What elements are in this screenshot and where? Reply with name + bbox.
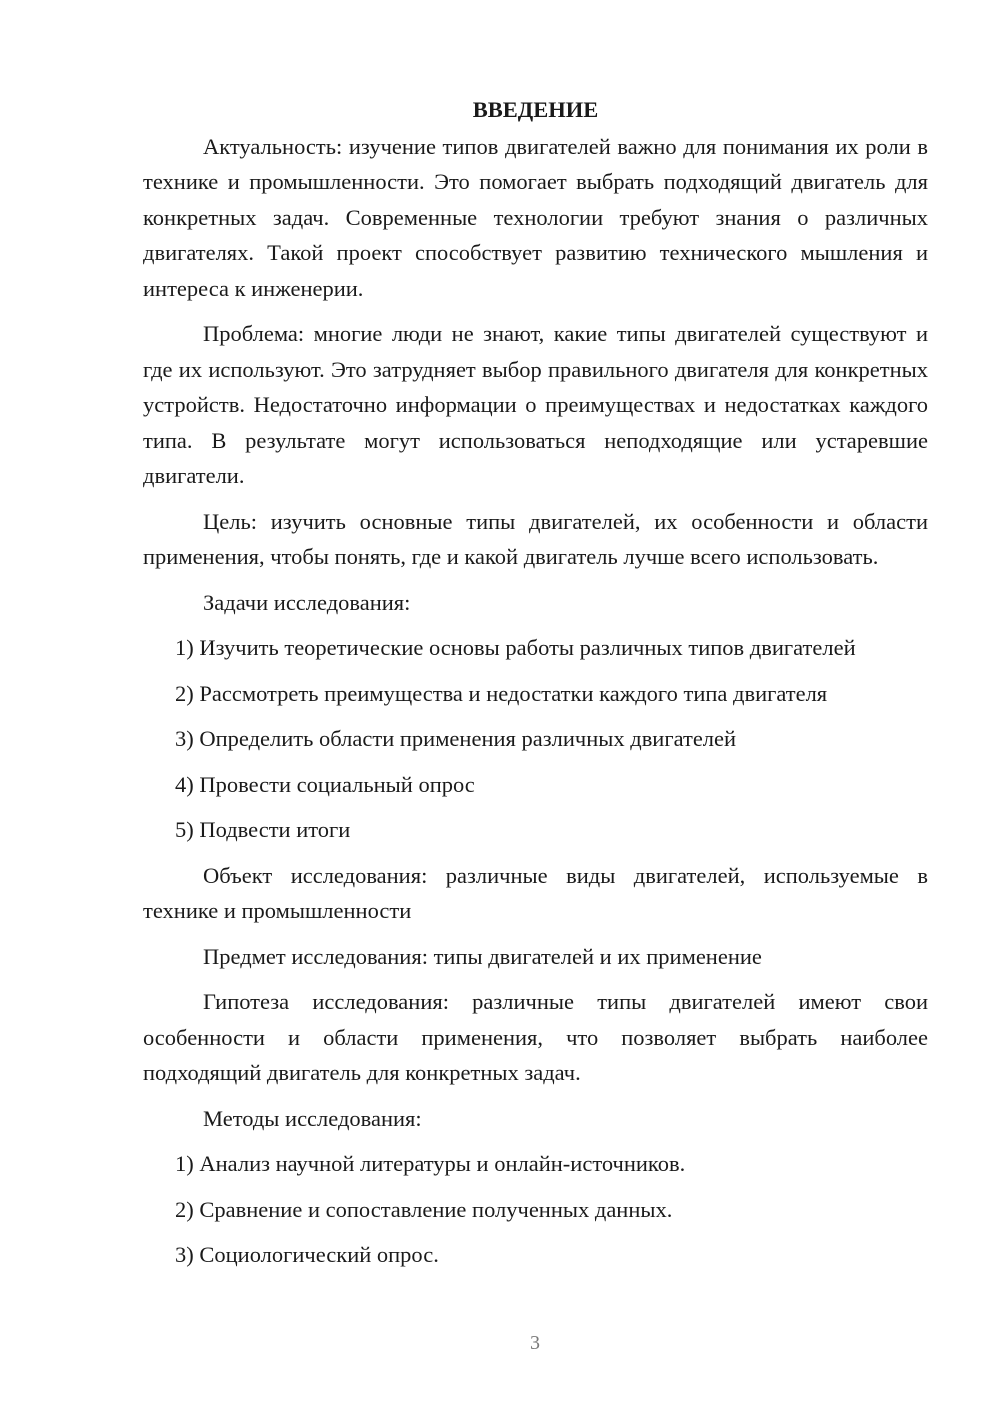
task-item: 2) Рассмотреть преимущества и недостатки каждого типа двигателя	[175, 680, 828, 706]
task-item: 3) Определить области применения различных двигателей	[175, 726, 737, 751]
method-item: 2) Сравнение и сопоставление полученных данных.	[175, 1196, 673, 1222]
subject-paragraph: Предмет исследования: типы двигателей и их применение	[203, 943, 762, 969]
task-item: 4) Провести социальный опрос	[175, 771, 475, 797]
method-item: 3) Социологический опрос.	[175, 1242, 439, 1267]
method-item: 1) Анализ научной литературы и онлайн-источников.	[175, 1151, 686, 1176]
section-title: ВВЕДЕНИЕ	[472, 97, 599, 122]
relevance-paragraph: Актуальность: изучение типов двигателей важно для понимания их роли в технике и промышленности. Это помогает выбрать подходящий двигатель для конкретных задач. Современные технологии требуют знания о различных двигателях. Такой проект способствует развитию технического мышления и интереса к инженерии.	[143, 133, 928, 301]
page-number: 3	[530, 1332, 540, 1354]
goal-paragraph: Цель: изучить основные типы двигателей, их особенности и области применения, чтобы понять, где и какой двигатель лучше всего использовать.	[143, 508, 928, 569]
task-item: 5) Подвести итоги	[175, 817, 351, 842]
page-content	[143, 92, 928, 1283]
task-item: 1) Изучить теоретические основы работы различных типов двигателей	[175, 635, 856, 660]
hypothesis-paragraph: Гипотеза исследования: различные типы двигателей имеют свои особенности и области применения, что позволяет выбрать наиболее подходящий двигатель для конкретных задач.	[143, 989, 928, 1085]
methods-heading: Методы исследования:	[203, 1105, 422, 1131]
tasks-heading: Задачи исследования:	[203, 589, 411, 615]
object-paragraph: Объект исследования: различные виды двигателей, используемые в технике и промышленности	[143, 862, 928, 923]
problem-paragraph: Проблема: многие люди не знают, какие типы двигателей существуют и где их используют. Это затрудняет выбор правильного двигателя для конкретных устройств. Недостаточно информации о преимуществах и недостатках каждого типа. В результате могут использоваться неподходящие или устаревшие двигатели.	[143, 321, 928, 488]
